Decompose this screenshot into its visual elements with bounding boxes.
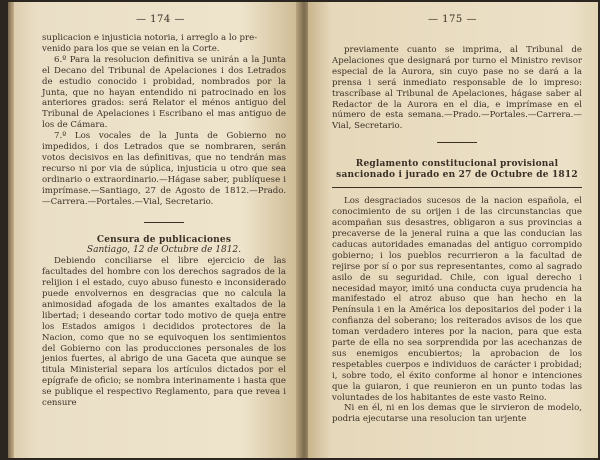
paragraph-6: 6.º Para la resolucion definitiva se unirán a la Junta el Decano del Tribunal de Apelaciones i dos Letrados de estudio conocido i probidad, nombrados por la Junta, que no hayan entendido ni patrocinado en los anteriores grados: será Relator el ménos antiguo del Tribunal de Apelaciones i Escribano el mas antiguo de los de Cámara. (42, 54, 286, 131)
continued-line-2: venido para los que se veian en la Corte. (42, 43, 220, 54)
paragraph-7: 7.º Los vocales de la Junta de Gobierno no impedidos, i dos Letrados que se nombraren, serán votos decisivos en las definitivas, que no tendrán mas recurso ni por via de súplica, injusticia u otro que sea ordinario o extraordinario.—Hágase saber, publíquese i imprímase.—Santiago, 27 de Agosto de 1812.—Prado.—Carrera.—Portales.—Vial, Secretario. (42, 131, 286, 207)
section-title-line-2: sancionado i jurado en 27 de Octubre de 1812 (336, 170, 578, 181)
title-underline (332, 187, 582, 188)
section-divider (144, 222, 184, 223)
right-page-text (332, 45, 582, 425)
section-title-reglamento (332, 159, 582, 181)
open-book (8, 2, 598, 458)
section-title-censura: Censura de publicaciones (96, 234, 232, 245)
page-number-right: — 175 — (428, 14, 477, 25)
paragraph-reglamento: Los desgraciados sucesos de la nacion española, el conocimiento de su orijen i de las circunstancias que acompañan sus desastres, obligaron a sus provincias a precaverse de la jeneral ruina a que las conducian las caducas autoridades emanadas del antiguo corrompido gobierno; i los pueblos recurrieron a la facultad de rejirse por sí o por sus representantes, como al sagrado asilo de su seguridad. Chile, con igual derecho i necesidad mayor, imitó una conducta cuya prudencia ha manifestado el atroz abuso que han hecho en la Península i en la América los depositarios del poder i la confianza del soberano; los reiterados avisos de los que toman verdadero interes por la nacion, para que esta parte de ella no sea sorprendida por las acechanzas de sus enemigos encubiertos; la aprobacion de los respetables cuerpos e individuos de carácter i probidad; i, sobre todo, el éxito conforme al honor e intenciones que la guiaron, i que reunieron en un punto todas las voluntades de los habitantes de este vasto Reino. (332, 196, 582, 403)
right-page (308, 2, 598, 458)
paragraph-censura: Debiendo conciliarse el libre ejercicio de las facultades del hombre con los derechos sagrados de la relijion i el estado, cuyo abuso funesto e inconsiderado puede envolvernos en desgracias que no calcula la animosidad afogada de los amantes exaltados de la libertad; i deseando cortar todo motivo de queja entre los Estados amigos i decididos protectores de la Nacion, como que no se equivoquen los sentimientos del Gobierno con las producciones personales de los jenios fuertes, al abrigo de una Gaceta que aunque se titula Ministerial separa los artículos dictados por el epígrafe de oficio; se nombra interinamente i hasta que se publique el respectivo Reglamento, para que revea i censure (42, 256, 286, 409)
section-title-line-1: Reglamento constitucional provisional (355, 159, 559, 170)
page-edge-shadow (8, 2, 14, 458)
left-page (8, 2, 300, 458)
paragraph-last: Ni en él, ni en los demas que le sirvieron de modelo, podria ejecutarse una resolucion tan urjente (332, 403, 582, 425)
left-page-text (42, 33, 286, 409)
paragraph-continued: previamente cuanto se imprima, al Tribunal de Apelaciones que designará por turno el Ministro revisor especial de la Aurora, sin cuyo pase no se dará a la prensa i será inmediato responsable de lo impreso: trascríbase al Tribunal de Apelaciones, hágase saber al Redactor de la Aurora en el dia, e imprímase en el número de esta semana.—Prado.—Portales.—Carrera.—Vial, Secretario. (332, 45, 582, 132)
continued-line-1: suplicacion e injusticia notoria, i arreglo a lo pre- (42, 33, 258, 43)
section-divider (437, 142, 477, 143)
page-number-left: — 174 — (136, 14, 185, 25)
dateline: Santiago, 12 de Octubre de 1812. (86, 245, 242, 256)
